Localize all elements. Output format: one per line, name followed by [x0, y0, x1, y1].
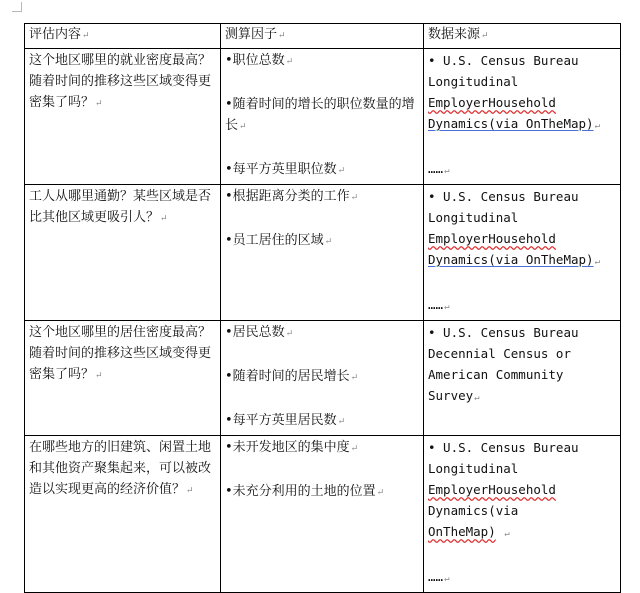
factor-item: •未充分利用的土地的位置↵ — [225, 484, 385, 499]
source-line: • U.S. Census Bureau — [428, 440, 579, 455]
table-row — [25, 436, 621, 593]
source-line: Dynamics(via OnTheMap)↵ — [428, 116, 600, 131]
factor-item: •员工居住的区域↵ — [225, 233, 333, 248]
source-line: Longitudinal — [428, 461, 519, 476]
source-cell — [424, 49, 621, 185]
source-cell — [424, 185, 621, 321]
source-line: Survey↵ — [428, 388, 480, 403]
factor-item: •每平方英里居民数↵ — [225, 413, 346, 428]
factor-item: •随着时间的居民增长↵ — [225, 369, 359, 384]
factors-cell — [221, 185, 424, 321]
factors-cell — [221, 49, 424, 185]
source-line: Dynamics(via — [428, 503, 519, 518]
source-line: ……↵ — [428, 569, 450, 584]
content-cell: 工人从哪里通勤？某些区域是否比其他区域更吸引人？↵ — [25, 185, 221, 321]
source-line: • U.S. Census Bureau — [428, 53, 579, 68]
table-row — [25, 321, 621, 436]
source-line: EmployerHousehold — [428, 482, 556, 497]
content-cell: 这个地区哪里的就业密度最高？随着时间的推移这些区域变得更密集了吗？↵ — [25, 49, 221, 185]
page-corner-mark — [12, 2, 22, 12]
content-cell: 在哪些地方的旧建筑、闲置土地和其他资产聚集起来，可以被改造以实现更高的经济价值？↵ — [25, 436, 221, 593]
factor-item: •居民总数↵ — [225, 325, 294, 340]
source-line: ……↵ — [428, 161, 450, 176]
content-cell: 这个地区哪里的居住密度最高？随着时间的推移这些区域变得更密集了吗？↵ — [25, 321, 221, 436]
source-cell — [424, 321, 621, 436]
factor-item: •随着时间的增长的职位数量的增长↵ — [225, 97, 415, 133]
evaluation-table — [24, 23, 621, 593]
source-line: EmployerHousehold — [428, 231, 556, 246]
factors-cell — [221, 321, 424, 436]
factor-item: •根据距离分类的工作↵ — [225, 189, 359, 204]
table-header-row — [25, 24, 621, 49]
header-cell-factors: 测算因子↵ — [221, 24, 424, 49]
source-line: OnTheMap) ↵ — [428, 524, 510, 539]
factor-item: •未开发地区的集中度↵ — [225, 440, 359, 455]
table-row — [25, 185, 621, 321]
header-cell-source: 数据来源↵ — [424, 24, 621, 49]
source-line: Decennial Census or — [428, 346, 571, 361]
factor-item: •每平方英里职位数↵ — [225, 162, 346, 177]
source-line: EmployerHousehold — [428, 95, 556, 110]
header-cell-content: 评估内容↵ — [25, 24, 221, 49]
source-line: ……↵ — [428, 297, 450, 312]
factor-item: •职位总数↵ — [225, 53, 294, 68]
source-line: • U.S. Census Bureau — [428, 189, 579, 204]
source-line: Longitudinal — [428, 210, 519, 225]
table-row — [25, 49, 621, 185]
source-line: American Community — [428, 367, 564, 382]
source-line: • U.S. Census Bureau — [428, 325, 579, 340]
source-line: Longitudinal — [428, 74, 519, 89]
factors-cell — [221, 436, 424, 593]
source-cell — [424, 436, 621, 593]
source-line: Dynamics(via OnTheMap)↵ — [428, 252, 600, 267]
